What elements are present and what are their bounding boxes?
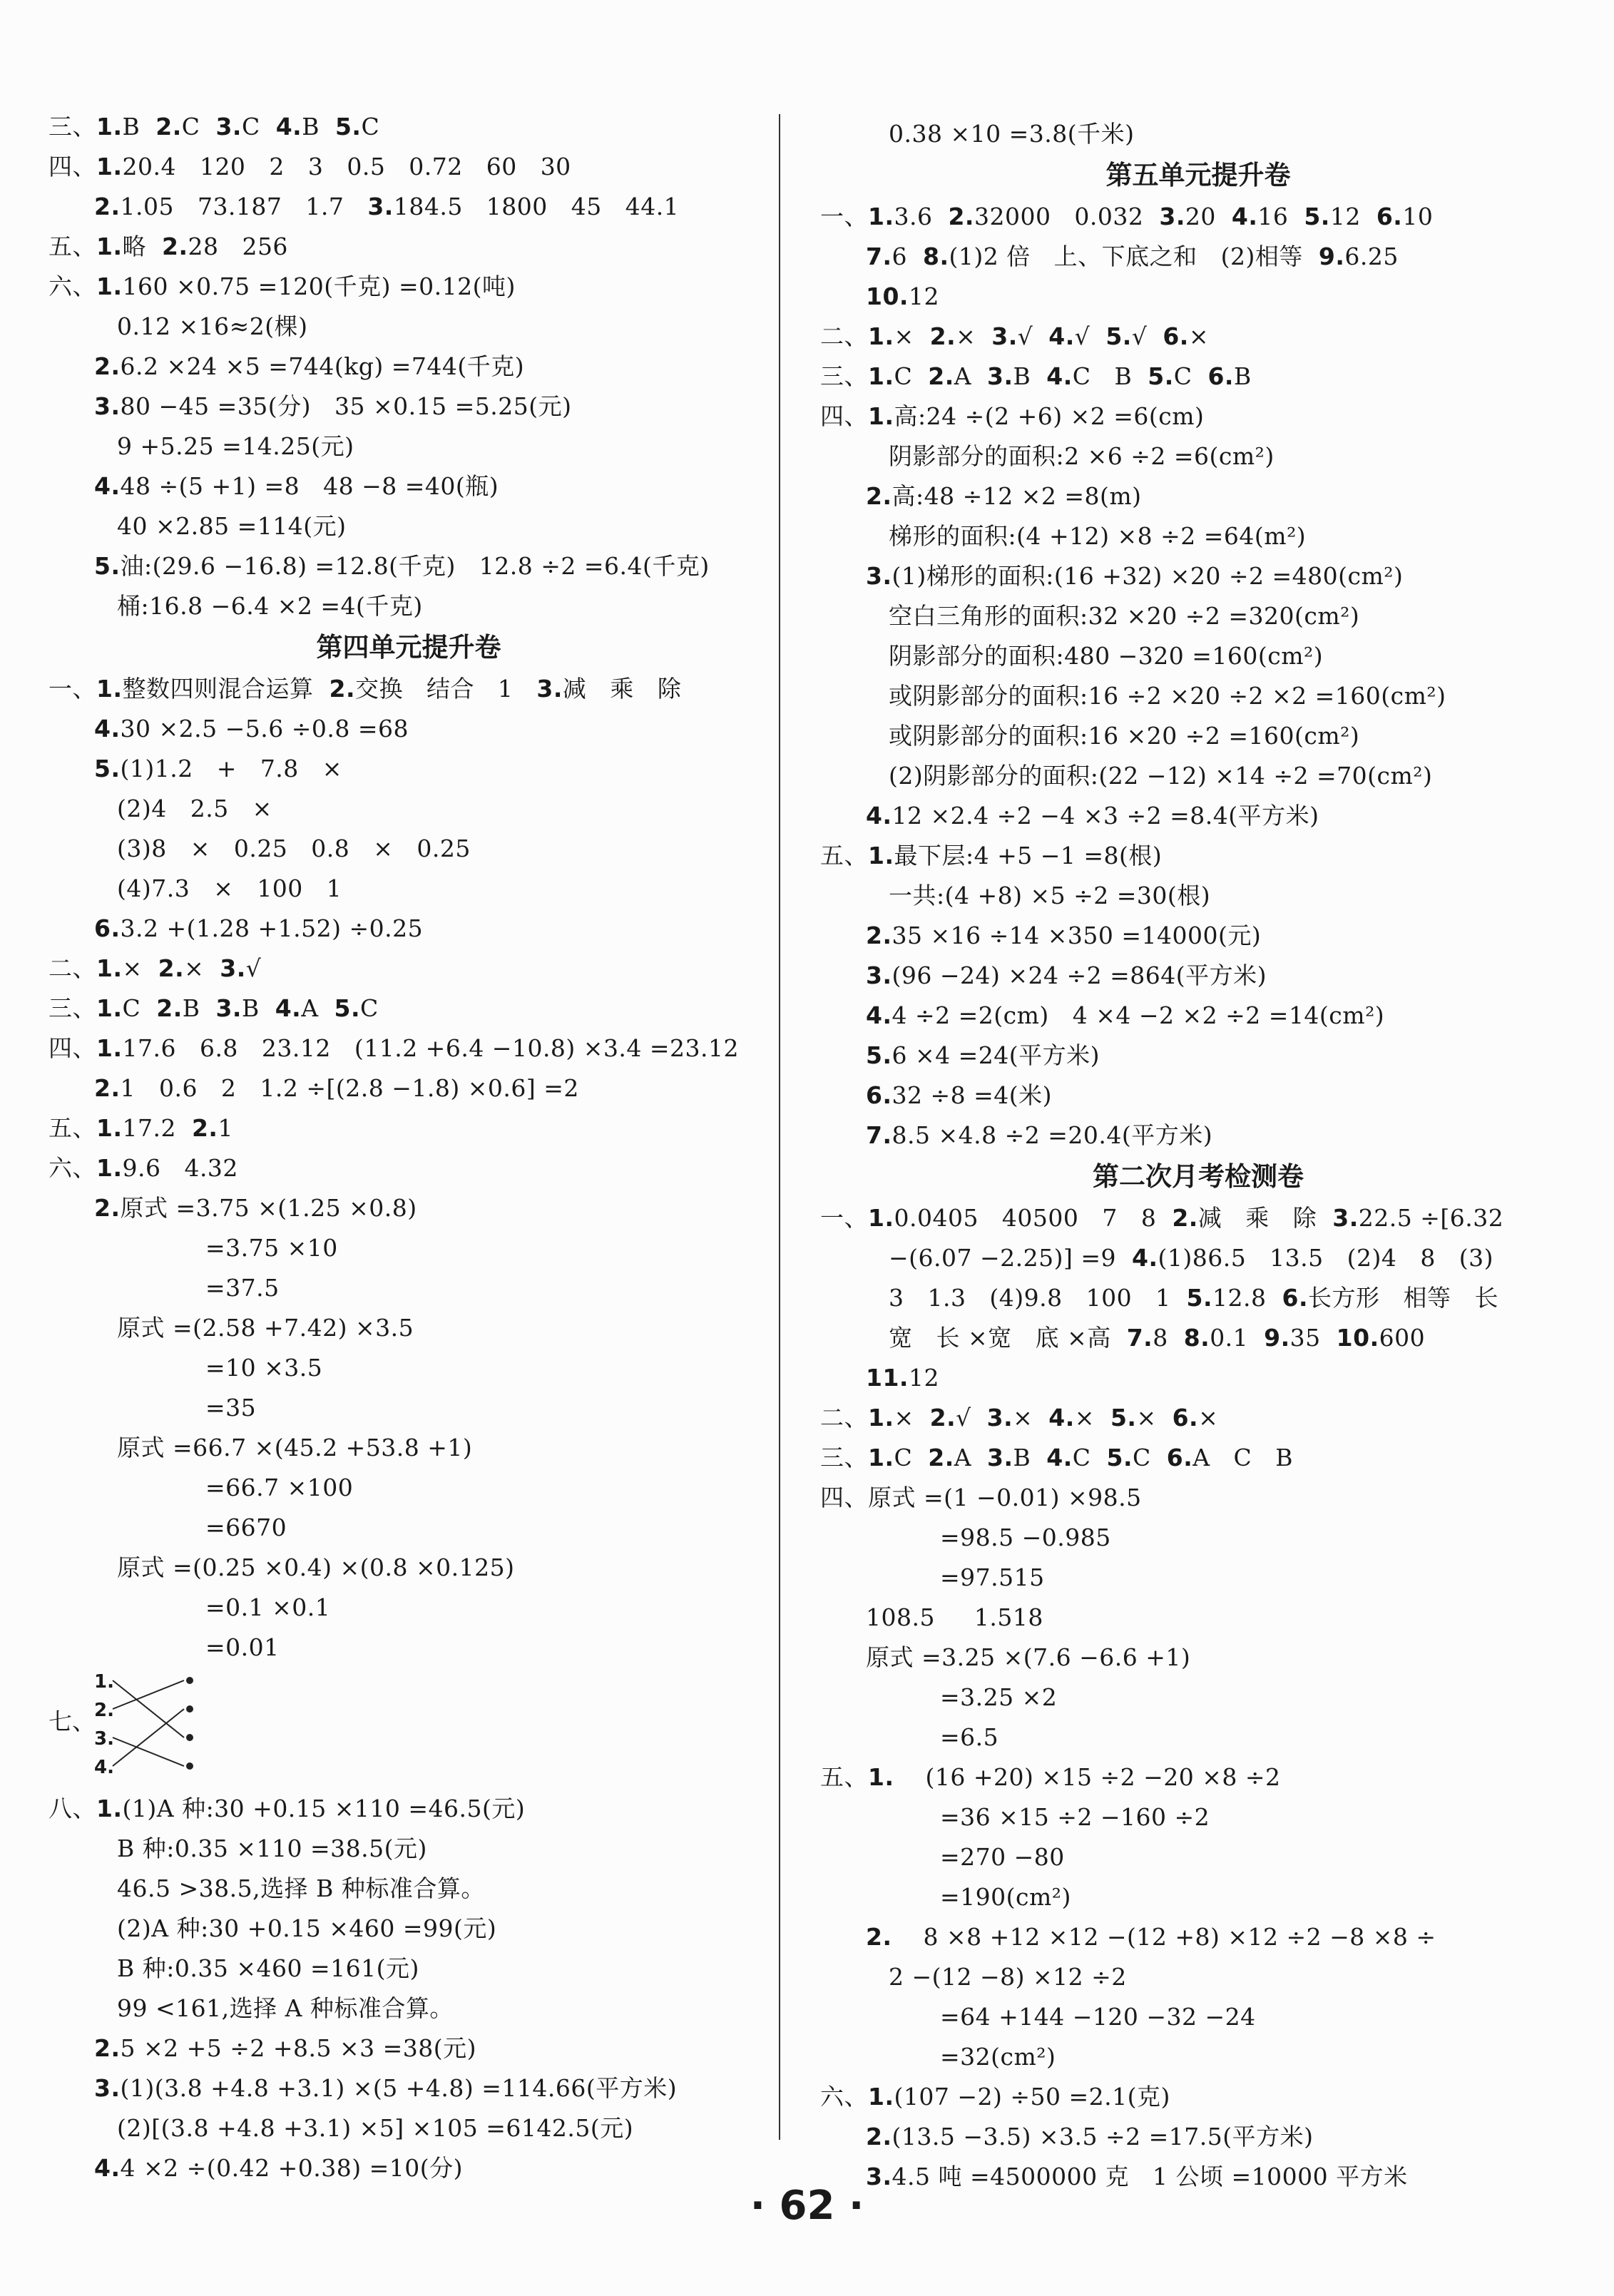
answer-line: 二、1.× 2.× 3.√	[48, 954, 262, 982]
answer-line: 八、1.(1)A 种:30 +0.15 ×110 =46.5(元)	[48, 1795, 526, 1822]
item-number: 3.	[367, 193, 394, 220]
answer-line: 空白三角形的面积:32 ×20 ÷2 =320(cm²)	[889, 602, 1360, 630]
item-number: 1.	[868, 842, 894, 869]
answer-line: 3.4.5 吨 =4500000 克 1 公顷 =10000 平方米	[866, 2163, 1408, 2190]
item-number: 8.	[922, 243, 949, 270]
answer-line: 一、1.整数四则混合运算 2.交换 结合 1 3.减 乘 除	[48, 675, 682, 703]
item-number: 1.	[96, 1154, 123, 1182]
item-number: 1.	[96, 113, 123, 141]
item-number: 8.	[1183, 1324, 1210, 1352]
item-number: 2.	[94, 1194, 121, 1222]
item-number: 1.	[868, 1404, 894, 1432]
answer-line: =98.5 −0.985	[940, 1524, 1111, 1551]
answer-line: 一、1.3.6 2.32000 0.032 3.20 4.16 5.12 6.10	[820, 203, 1434, 230]
answer-line: 2.高:48 ÷12 ×2 =8(m)	[866, 482, 1142, 510]
answer-line: 五、1.最下层:4 +5 −1 =8(根)	[820, 842, 1163, 869]
answer-line: 4.30 ×2.5 −5.6 ÷0.8 =68	[94, 715, 409, 743]
item-number: 2.	[329, 675, 355, 703]
answer-line: 梯形的面积:(4 +12) ×8 ÷2 =64(m²)	[889, 522, 1307, 550]
item-number: 1.	[96, 1795, 123, 1822]
item-number: 1.	[96, 233, 123, 260]
item-number: 5.	[1110, 1404, 1137, 1432]
answer-line: 四、1.高:24 ÷(2 +6) ×2 =6(cm)	[820, 402, 1205, 430]
item-number: 5.	[866, 1041, 892, 1069]
item-number: 4.	[1131, 1244, 1158, 1272]
item-number: 2.	[155, 113, 182, 141]
item-number: 2.	[94, 352, 121, 380]
answer-line: 2.原式 =3.75 ×(1.25 ×0.8)	[94, 1194, 417, 1222]
answer-line: 2.5 ×2 +5 ÷2 +8.5 ×3 =38(元)	[94, 2034, 477, 2062]
item-number: 7.	[866, 1121, 892, 1149]
match-dot	[186, 1734, 193, 1741]
answer-line: 原式 =3.25 ×(7.6 −6.6 +1)	[866, 1643, 1191, 1671]
answer-line: 五、1. (16 +20) ×15 ÷2 −20 ×8 ÷2	[820, 1763, 1281, 1791]
item-number: 2.	[94, 1074, 121, 1102]
item-number: 1.	[96, 153, 123, 180]
answer-line: =6.5	[940, 1723, 999, 1751]
answer-line: 六、1.(107 −2) ÷50 =2.1(克)	[820, 2083, 1170, 2111]
item-number: 1.	[96, 954, 123, 982]
item-number: 4.	[1046, 362, 1073, 390]
item-number: 6.	[1376, 203, 1403, 230]
item-number: 4.	[1231, 203, 1258, 230]
item-number: 1.	[868, 362, 894, 390]
item-number: 2.	[866, 482, 892, 510]
answer-line: (2)阴影部分的面积:(22 −12) ×14 ÷2 =70(cm²)	[889, 762, 1433, 790]
answer-line: 六、1.160 ×0.75 =120(千克) =0.12(吨)	[48, 272, 516, 300]
answer-line: 10.12	[866, 282, 939, 310]
item-number: 6.	[94, 914, 121, 942]
item-number: 1.	[868, 402, 894, 430]
answer-line: (2)4 2.5 ×	[117, 795, 272, 822]
answer-line: 6.32 ÷8 =4(米)	[866, 1081, 1053, 1109]
item-number: 5.	[1186, 1284, 1213, 1312]
item-number: 3.	[866, 562, 892, 590]
item-number: 5.	[1105, 322, 1132, 350]
item-number: 3.	[215, 994, 242, 1022]
item-number: 5.	[1304, 203, 1330, 230]
item-number: 2.	[928, 1444, 954, 1471]
answer-line: 或阴影部分的面积:16 ×20 ÷2 =160(cm²)	[889, 722, 1360, 750]
section-title-monthly-test: 第二次月考检测卷	[1093, 1161, 1304, 1192]
item-number: 3.	[866, 961, 892, 989]
item-number: 2.	[158, 954, 185, 982]
answer-line: 桶:16.8 −6.4 ×2 =4(千克)	[117, 592, 423, 620]
item-number: 3.	[987, 1444, 1013, 1471]
match-dot	[186, 1677, 193, 1684]
answer-line: 2.35 ×16 ÷14 ×350 =14000(元)	[866, 922, 1262, 949]
item-number: 1.	[868, 1204, 894, 1232]
item-number: 5.	[1106, 1444, 1133, 1471]
answer-line: 5.油:(29.6 −16.8) =12.8(千克) 12.8 ÷2 =6.4(千克)	[94, 552, 710, 580]
answer-line: 二、1.× 2.√ 3.× 4.× 5.× 6.×	[820, 1404, 1219, 1432]
section-title-unit5: 第五单元提升卷	[1105, 160, 1291, 190]
item-number: 3.	[220, 954, 246, 982]
answer-line: 9 +5.25 =14.25(元)	[117, 432, 354, 460]
item-number: 1.	[96, 675, 123, 703]
item-number: 4.	[1048, 1404, 1075, 1432]
matching-lines	[91, 1668, 205, 1789]
item-number: 4.	[866, 802, 892, 830]
answer-line: =36 ×15 ÷2 −160 ÷2	[940, 1803, 1210, 1831]
item-number: 4.	[1048, 322, 1075, 350]
item-number: 2.	[928, 362, 954, 390]
page-number: · 62 ·	[750, 2183, 864, 2229]
answer-line: 99 <161,选择 A 种标准合算。	[117, 1994, 454, 2022]
item-number: 3.	[536, 675, 563, 703]
item-number: 2.	[929, 322, 956, 350]
answer-line: 四、1.17.6 6.8 23.12 (11.2 +6.4 −10.8) ×3.4 =23.12	[48, 1034, 740, 1062]
answer-line: 4.48 ÷(5 +1) =8 48 −8 =40(瓶)	[94, 472, 499, 500]
match-line	[113, 1738, 184, 1766]
answer-line: 2.1 0.6 2 1.2 ÷[(2.8 −1.8) ×0.6] =2	[94, 1074, 579, 1102]
item-number: 5.	[94, 552, 121, 580]
item-number: 2.	[94, 193, 121, 220]
answer-line: 三、1.C 2.A 3.B 4.C 5.C 6.A C B	[820, 1444, 1294, 1471]
answer-line: (2)A 种:30 +0.15 ×460 =99(元)	[117, 1914, 497, 1942]
answer-line: 原式 =66.7 ×(45.2 +53.8 +1)	[117, 1434, 473, 1461]
answer-line: 3.(1)梯形的面积:(16 +32) ×20 ÷2 =480(cm²)	[866, 562, 1404, 590]
item-number: 3.	[987, 362, 1013, 390]
section-title-unit4: 第四单元提升卷	[316, 632, 501, 663]
answer-line: 原式 =(2.58 +7.42) ×3.5	[117, 1314, 414, 1342]
item-number: 3.	[1332, 1204, 1359, 1232]
answer-line: −(6.07 −2.25)] =9 4.(1)86.5 13.5 (2)4 8 (3)	[889, 1244, 1494, 1272]
answer-line: 原式 =(0.25 ×0.4) ×(0.8 ×0.125)	[117, 1553, 515, 1581]
answer-line: 40 ×2.85 =114(元)	[117, 512, 347, 540]
match-line	[113, 1709, 184, 1766]
answer-line: 五、1.17.2 2.1	[48, 1114, 233, 1142]
match-line	[113, 1680, 184, 1738]
match-line	[113, 1680, 184, 1709]
answer-line: 宽 长 ×宽 底 ×高 7.8 8.0.1 9.35 10.600	[889, 1324, 1426, 1352]
item-number: 2.	[156, 994, 183, 1022]
answer-line: (4)7.3 × 100 1	[117, 874, 342, 902]
item-number: 2.	[866, 922, 892, 949]
answer-line: B 种:0.35 ×110 =38.5(元)	[117, 1835, 427, 1862]
answer-line: 46.5 >38.5,选择 B 种标准合算。	[117, 1874, 485, 1902]
answer-line: 2 −(12 −8) ×12 ÷2	[889, 1963, 1127, 1991]
item-number: 4.	[94, 472, 121, 500]
item-number: 6.	[1166, 1444, 1193, 1471]
item-number: 6.	[1172, 1404, 1199, 1432]
answer-line: 2. 8 ×8 +12 ×12 −(12 +8) ×12 ÷2 −8 ×8 ÷	[866, 1923, 1436, 1951]
item-number: 2.	[1172, 1204, 1198, 1232]
answer-line: 3.(1)(3.8 +4.8 +3.1) ×(5 +4.8) =114.66(平方米)	[94, 2074, 678, 2102]
answer-line: 三、1.C 2.A 3.B 4.C B 5.C 6.B	[820, 362, 1252, 390]
item-number: 4.	[275, 113, 302, 141]
answer-line: 4.12 ×2.4 ÷2 −4 ×3 ÷2 =8.4(平方米)	[866, 802, 1319, 830]
answer-line: =0.01	[205, 1633, 280, 1661]
answer-line: 0.12 ×16≈2(棵)	[117, 312, 308, 340]
match-dot	[186, 1762, 193, 1770]
item-number: 2.	[948, 203, 974, 230]
item-number: 1.	[96, 1034, 123, 1062]
item-number: 5.	[1148, 362, 1174, 390]
matching-numbers: 1. 2. 3. 4.	[94, 1671, 114, 1778]
item-number: 2.	[161, 233, 188, 260]
item-number: 4.	[866, 1001, 892, 1029]
item-number: 5.	[334, 113, 362, 141]
answer-line: 二、1.× 2.× 3.√ 4.√ 5.√ 6.×	[820, 322, 1209, 350]
answer-line: 五、1.略 2.28 256	[48, 233, 288, 260]
answer-line: 一、1.0.0405 40500 7 8 2.减 乘 除 3.22.5 ÷[6.32	[820, 1204, 1504, 1232]
answer-line: 108.5 1.518	[866, 1603, 1043, 1631]
answer-line: 3 1.3 (4)9.8 100 1 5.12.8 6.长方形 相等 长	[889, 1284, 1498, 1312]
answer-line: 6.3.2 +(1.28 +1.52) ÷0.25	[94, 914, 424, 942]
item-number: 10.	[1336, 1324, 1379, 1352]
answer-line: 四、1.20.4 120 2 3 0.5 0.72 60 30	[48, 153, 571, 180]
answer-line: 3.(96 −24) ×24 ÷2 =864(平方米)	[866, 961, 1267, 989]
item-number: 7.	[866, 243, 892, 270]
item-number: 3.	[94, 2074, 121, 2102]
item-number: 2.	[191, 1114, 218, 1142]
right-column	[820, 114, 1576, 2197]
answer-line: 三、1.B 2.C 3.C 4.B 5.C	[48, 113, 380, 141]
answer-line: (3)8 × 0.25 0.8 × 0.25	[117, 835, 471, 862]
answer-line: 7.6 8.(1)2 倍 上、下底之和 (2)相等 9.6.25	[866, 243, 1399, 270]
item-number: 3.	[991, 322, 1018, 350]
item-number: 6.	[1282, 1284, 1309, 1312]
answer-line: 2.1.05 73.187 1.7 3.184.5 1800 45 44.1	[94, 193, 680, 220]
item-number: 9.	[1318, 243, 1345, 270]
item-number: 1.	[868, 1444, 894, 1471]
answer-line: =97.515	[940, 1563, 1045, 1591]
answer-line: 5.(1)1.2 + 7.8 ×	[94, 755, 342, 782]
item-number: 2.	[94, 2034, 121, 2062]
item-number: 1.	[96, 1114, 123, 1142]
answer-line: =0.1 ×0.1	[205, 1593, 331, 1621]
answer-line: =3.75 ×10	[205, 1234, 338, 1262]
answer-line: 阴影部分的面积:480 −320 =160(cm²)	[889, 642, 1324, 670]
answer-line: 六、1.9.6 4.32	[48, 1154, 238, 1182]
item-number: 5.	[94, 755, 121, 782]
answer-line: =64 +144 −120 −32 −24	[940, 2003, 1256, 2031]
answer-line: =3.25 ×2	[940, 1683, 1058, 1711]
item-number: 1.	[868, 2083, 894, 2111]
answer-line: 11.12	[866, 1364, 939, 1392]
item-number: 6.	[1207, 362, 1234, 390]
answer-line: 或阴影部分的面积:16 ÷2 ×20 ÷2 ×2 =160(cm²)	[889, 682, 1446, 710]
answer-line: =35	[205, 1394, 257, 1422]
item-number: 1.	[868, 1763, 894, 1791]
item-number: 3.	[1159, 203, 1185, 230]
item-number: 6.	[1163, 322, 1189, 350]
answer-line: =66.7 ×100	[205, 1474, 354, 1501]
item-number: 9.	[1264, 1324, 1290, 1352]
item-number: 1.	[96, 994, 123, 1022]
item-number: 2.	[929, 1404, 956, 1432]
match-dot	[186, 1705, 193, 1713]
item-number: 11.	[866, 1364, 909, 1392]
answer-line: 阴影部分的面积:2 ×6 ÷2 =6(cm²)	[889, 442, 1275, 470]
item-number: 2.	[866, 2123, 892, 2150]
item-number: 4.	[94, 715, 121, 743]
answer-line: 7.8.5 ×4.8 ÷2 =20.4(平方米)	[866, 1121, 1213, 1149]
item-number: 7.	[1126, 1324, 1153, 1352]
answer-line: 4.4 ÷2 =2(cm) 4 ×4 −2 ×2 ÷2 =14(cm²)	[866, 1001, 1385, 1029]
item-number: 6.	[866, 1081, 892, 1109]
answer-line: (2)[(3.8 +4.8 +3.1) ×5] ×105 =6142.5(元)	[117, 2114, 634, 2142]
section-label: 七、	[48, 1708, 96, 1735]
left-column	[48, 107, 769, 2188]
item-number: 4.	[1046, 1444, 1073, 1471]
item-number: 3.	[866, 2163, 892, 2190]
answer-line: B 种:0.35 ×460 =161(元)	[117, 1954, 419, 1982]
answer-line: 5.6 ×4 =24(平方米)	[866, 1041, 1100, 1069]
answer-line: 3.80 −45 =35(分) 35 ×0.15 =5.25(元)	[94, 392, 572, 420]
column-divider	[779, 114, 780, 2140]
answer-line: 四、原式 =(1 −0.01) ×98.5	[820, 1484, 1142, 1511]
item-number: 3.	[986, 1404, 1013, 1432]
item-number: 3.	[94, 392, 121, 420]
item-number: 2.	[866, 1923, 892, 1951]
answer-line: =6670	[205, 1514, 287, 1541]
item-number: 3.	[215, 113, 242, 141]
answer-line: 三、1.C 2.B 3.B 4.A 5.C	[48, 994, 379, 1022]
item-number: 1.	[868, 203, 894, 230]
answer-line: 0.38 ×10 =3.8(千米)	[889, 120, 1135, 148]
answer-line: 一共:(4 +8) ×5 ÷2 =30(根)	[889, 882, 1211, 909]
answer-line: =37.5	[205, 1274, 280, 1302]
item-number: 10.	[866, 282, 909, 310]
answer-line: 2.6.2 ×24 ×5 =744(kg) =744(千克)	[94, 352, 525, 380]
answer-line: 2.(13.5 −3.5) ×3.5 ÷2 =17.5(平方米)	[866, 2123, 1314, 2150]
answer-line: =270 −80	[940, 1843, 1065, 1871]
item-number: 1.	[868, 322, 894, 350]
answer-line: 4.4 ×2 ÷(0.42 +0.38) =10(分)	[94, 2154, 463, 2182]
answer-line: =190(cm²)	[940, 1883, 1071, 1911]
item-number: 5.	[334, 994, 361, 1022]
answer-line: =10 ×3.5	[205, 1354, 323, 1382]
answer-line: =32(cm²)	[940, 2043, 1056, 2071]
item-number: 4.	[94, 2154, 121, 2182]
matching-diagram	[48, 1668, 769, 1789]
item-number: 1.	[96, 272, 123, 300]
item-number: 4.	[275, 994, 302, 1022]
